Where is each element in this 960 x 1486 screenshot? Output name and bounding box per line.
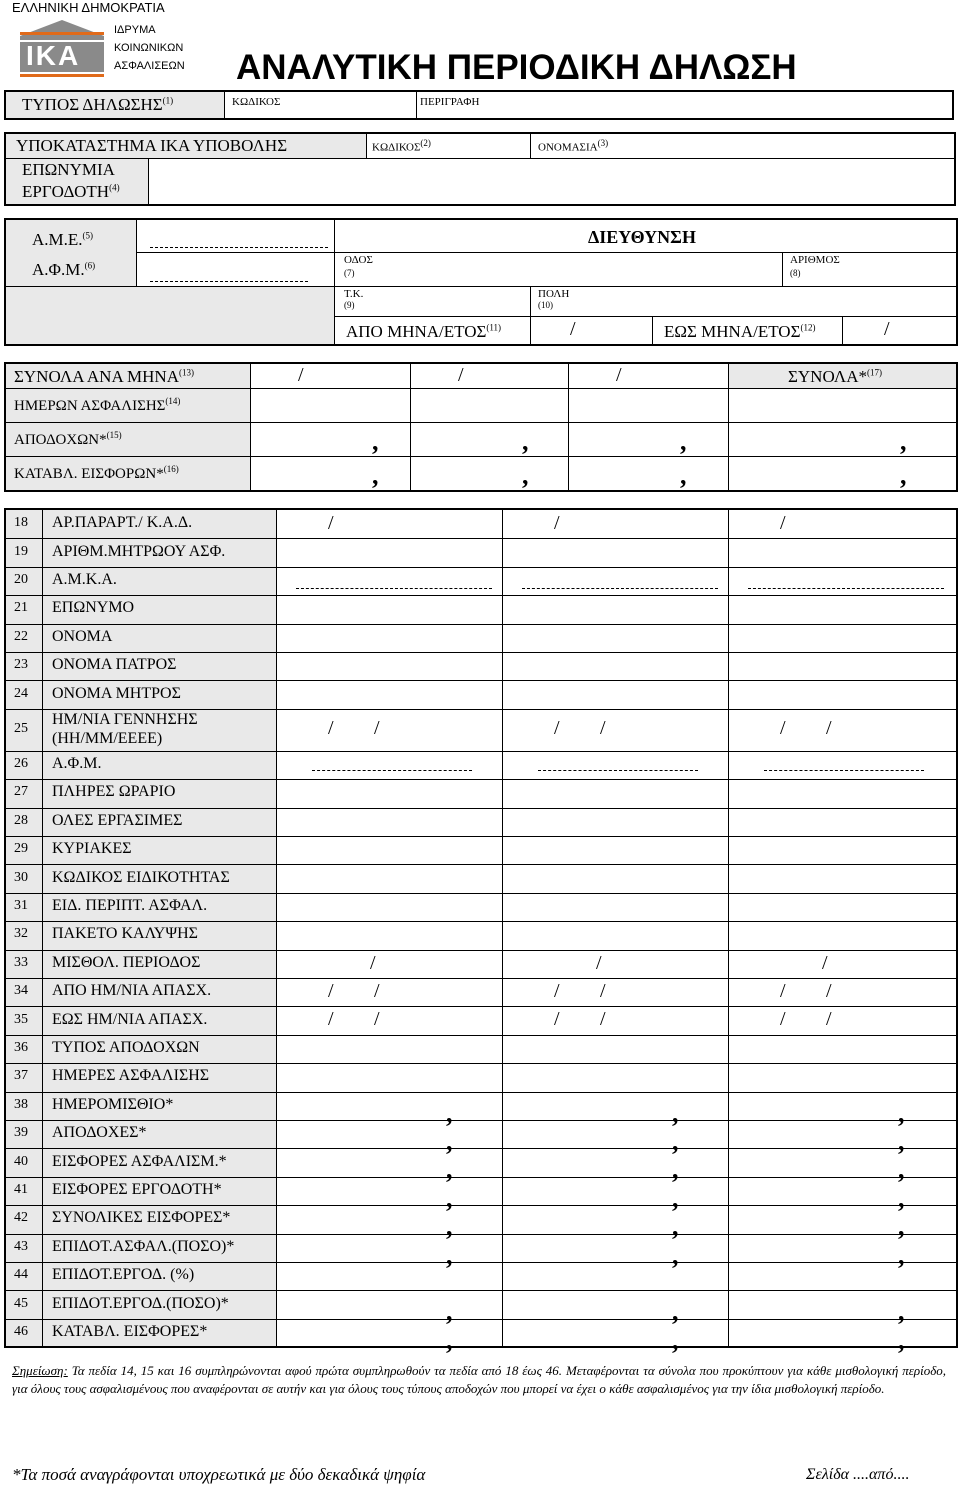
- row-number: 35: [14, 1011, 28, 1027]
- branch-code-slash[interactable]: /: [554, 512, 560, 534]
- pay-period-slash[interactable]: /: [822, 951, 828, 974]
- row-label: Α.Φ.Μ.: [52, 755, 102, 772]
- pay-period-slash[interactable]: /: [596, 951, 602, 974]
- logo-text: IKA: [26, 40, 81, 71]
- decimal-comma[interactable]: ,: [898, 1183, 905, 1213]
- row-number: 43: [14, 1238, 28, 1254]
- decimal-comma[interactable]: ,: [898, 1240, 905, 1270]
- divider: [276, 510, 277, 1346]
- divider: [728, 364, 729, 490]
- totals-sum-label: ΣΥΝΟΛΑ*$^{(17)}$: [788, 367, 883, 386]
- row-number: 36: [14, 1040, 28, 1055]
- divider: [136, 252, 334, 253]
- row-divider: [6, 751, 956, 752]
- ame-label: Α.Μ.Ε.$^{(5)}$: [32, 230, 94, 249]
- row-number: 38: [14, 1096, 28, 1112]
- row-number: 31: [14, 898, 28, 913]
- row-divider: [6, 950, 956, 951]
- declaration-type-label: ΤΥΠΟΣ ΔΗΛΩΣΗΣ$^{(1)}$: [22, 95, 174, 114]
- totals-month-label: ΣΥΝΟΛΑ ΑΝΑ ΜΗΝΑ$^{(13)}$: [14, 367, 194, 386]
- decimal-comma[interactable]: ,: [446, 1212, 453, 1242]
- birthdate-slash[interactable]: /: [328, 716, 334, 739]
- decimal-comma[interactable]: ,: [446, 1155, 453, 1185]
- earnings-decimal-1[interactable]: ,: [372, 427, 379, 456]
- declaration-description-label: ΠΕΡΙΓΡΑΦΗ: [420, 96, 480, 108]
- row-number: 30: [14, 869, 28, 885]
- decimal-comma[interactable]: ,: [446, 1297, 453, 1327]
- divider: [334, 220, 335, 344]
- row-divider: [6, 1177, 956, 1178]
- decimal-comma[interactable]: ,: [446, 1325, 453, 1355]
- row-label: ΠΑΚΕΤΟ ΚΑΛΥΨΗΣ: [52, 925, 198, 943]
- earnings-label: ΑΠΟΔΟΧΩΝ*$^{(15)}$: [14, 430, 122, 448]
- row-label: ΕΠΙΔΟΤ.ΕΡΓΟΔ. (%): [52, 1266, 195, 1284]
- row-divider: [6, 921, 956, 922]
- row-label: ΣΥΝΟΛΙΚΕΣ ΕΙΣΦΟΡΕΣ*: [52, 1209, 231, 1227]
- days-label: ΗΜΕΡΩΝ ΑΣΦΑΛΙΣΗΣ$^{(14)}$: [14, 396, 181, 414]
- employee-afm-input[interactable]: [538, 763, 698, 771]
- date-slash[interactable]: /: [328, 980, 334, 1002]
- row-number: 42: [14, 1210, 28, 1226]
- decimal-comma[interactable]: ,: [898, 1212, 905, 1242]
- decimal-comma[interactable]: ,: [446, 1127, 453, 1156]
- zip-ref: (9): [344, 300, 355, 310]
- amka-input[interactable]: [296, 581, 492, 589]
- row-divider: [6, 1262, 956, 1263]
- decimal-comma[interactable]: ,: [672, 1325, 679, 1355]
- page-counter: Σελίδα ....από....: [806, 1466, 910, 1483]
- to-period-label: ΕΩΣ ΜΗΝΑ/ΕΤΟΣ$^{(12)}$: [664, 322, 816, 341]
- branch-code-slash[interactable]: /: [780, 512, 786, 534]
- from-period-label: ΑΠΟ ΜΗΝΑ/ΕΤΟΣ$^{(11)}$: [346, 322, 502, 341]
- row-label: ΕΙΔ. ΠΕΡΙΠΤ. ΑΣΦΑΛ.: [52, 897, 208, 914]
- row-label: ΕΠΩΝΥΜΟ: [52, 599, 135, 617]
- decimal-comma[interactable]: ,: [672, 1183, 679, 1213]
- row-number: 25: [14, 720, 28, 736]
- row-divider: [6, 1006, 956, 1007]
- row-divider: [6, 680, 956, 681]
- row-label: ΕΩΣ ΗΜ/ΝΙΑ ΑΠΑΣΧ.: [52, 1010, 208, 1028]
- divider: [6, 286, 956, 287]
- row-label: ΗΜΕΡΟΜΙΣΘΙΟ*: [52, 1095, 174, 1113]
- date-slash[interactable]: /: [780, 980, 786, 1002]
- contrib-decimal-2[interactable]: ,: [522, 461, 529, 490]
- decimal-comma[interactable]: ,: [898, 1325, 905, 1355]
- divider: [148, 158, 149, 204]
- row-label: ΠΛΗΡΕΣ ΩΡΑΡΙΟ: [52, 783, 176, 801]
- org-line-1: ΙΔΡΥΜΑ: [114, 24, 156, 36]
- divider: [224, 92, 225, 118]
- decimal-comma[interactable]: ,: [898, 1155, 905, 1185]
- row-label: ΜΙΣΘΟΛ. ΠΕΡΙΟΔΟΣ: [52, 953, 201, 971]
- divider: [782, 252, 783, 286]
- row-number: 33: [14, 954, 28, 970]
- month-slash-2[interactable]: /: [458, 364, 464, 386]
- decimal-comma[interactable]: ,: [672, 1212, 679, 1242]
- earnings-decimal-3[interactable]: ,: [680, 427, 687, 456]
- decimal-comma[interactable]: ,: [672, 1098, 679, 1128]
- afm-label: Α.Φ.Μ.$^{(6)}$: [32, 260, 96, 279]
- divider: [136, 220, 137, 286]
- contrib-decimal-4[interactable]: ,: [900, 461, 907, 490]
- row-divider: [6, 624, 956, 625]
- birthdate-slash[interactable]: /: [600, 716, 606, 739]
- birthdate-slash[interactable]: /: [826, 716, 832, 739]
- blank-grey-area: [6, 286, 334, 344]
- row-label: ΕΠΙΔΟΤ.ΕΡΓΟΔ.(ΠΟΣΟ)*: [52, 1294, 229, 1312]
- to-period-slash[interactable]: /: [884, 318, 890, 340]
- decimal-comma[interactable]: ,: [446, 1240, 453, 1270]
- row-number: 39: [14, 1125, 28, 1141]
- branch-label: ΥΠΟΚΑΤΑΣΤΗΜΑ ΙΚΑ ΥΠΟΒΟΛΗΣ: [16, 136, 288, 155]
- date-slash[interactable]: /: [826, 1008, 832, 1031]
- row-divider: [6, 978, 956, 979]
- zip-label: Τ.Κ.: [344, 288, 364, 300]
- row-divider: [6, 1290, 956, 1291]
- date-slash[interactable]: /: [600, 1008, 606, 1031]
- ame-input[interactable]: [150, 240, 328, 248]
- row-label: ΗΜ/ΝΙΑ ΓΕΝΝΗΣΗΣ: [52, 710, 198, 728]
- org-line-2: ΚΟΙΝΩΝΙΚΩΝ: [114, 42, 184, 54]
- divider: [530, 286, 531, 316]
- row-number: 46: [14, 1324, 28, 1339]
- row-label: ΕΙΣΦΟΡΕΣ ΕΡΓΟΔΟΤΗ*: [52, 1181, 222, 1198]
- contributions-label: ΚΑΤΑΒΛ. ΕΙΣΦΟΡΩΝ*$^{(16)}$: [14, 464, 179, 482]
- birthdate-slash[interactable]: /: [374, 716, 380, 739]
- employer-name-label-2: ΕΡΓΟΔΟΤΗ$^{(4)}$: [22, 182, 120, 201]
- row-label-sub: (ΗΗ/ΜΜ/ΕΕΕΕ): [52, 729, 163, 747]
- row-label: Α.Μ.Κ.Α.: [52, 571, 117, 588]
- row-divider: [6, 1148, 956, 1149]
- row-divider: [6, 864, 956, 865]
- street-ref: (7): [344, 268, 355, 278]
- divider: [530, 134, 531, 158]
- divider: [502, 510, 503, 1346]
- divider: [728, 510, 729, 1346]
- row-number: 29: [14, 841, 28, 857]
- row-number: 22: [14, 628, 28, 644]
- city-label: ΠΟΛΗ: [538, 288, 570, 300]
- divider: [6, 388, 956, 389]
- row-label: ΟΛΕΣ ΕΡΓΑΣΙΜΕΣ: [52, 811, 183, 829]
- decimal-comma[interactable]: ,: [672, 1155, 679, 1185]
- row-divider: [6, 652, 956, 653]
- row-label: ΟΝΟΜΑ ΜΗΤΡΟΣ: [52, 684, 181, 702]
- divider: [652, 316, 653, 344]
- date-slash[interactable]: /: [554, 1008, 560, 1031]
- row-label: ΑΡ.ΠΑΡΑΡΤ./ Κ.Α.Δ.: [52, 514, 193, 532]
- decimals-footnote: *Τα ποσά αναγράφονται υποχρεωτικά με δύο δεκαδικά ψηφία: [12, 1465, 426, 1484]
- row-divider: [6, 1092, 956, 1093]
- row-number: 21: [14, 600, 28, 616]
- divider: [416, 92, 417, 118]
- row-divider: [6, 538, 956, 539]
- branch-code-label: ΚΩΔΙΚΟΣ$^{(2)}$: [372, 138, 431, 154]
- row-number: 32: [14, 926, 28, 942]
- row-number: 23: [14, 657, 28, 673]
- note-text: Τα πεδία 14, 15 και 16 συμπληρώνονται αφού πρώτα συμπληρωθούν τα πεδία από 18 έως 46. Μεταφέρονται τα σύνολα που προκύπτουν για κάθε μισθολογική περίοδο, για όλους τους ασφαλισμένους που αναφέρονται σε αυτήν και για όλους τους τύπους αποδοχών που μπορεί να έχει ο κάθε ασφαλισμένος για την ίδια μισθολογική περίοδο.: [12, 1363, 947, 1396]
- org-line-3: ΑΣΦΑΛΙΣΕΩΝ: [114, 60, 185, 72]
- row-label: ΗΜΕΡΕΣ ΑΣΦΑΛΙΣΗΣ: [52, 1067, 210, 1085]
- row-number: 45: [14, 1295, 28, 1311]
- row-number: 41: [14, 1182, 28, 1197]
- divider: [410, 364, 411, 490]
- row-number: 26: [14, 756, 28, 771]
- decimal-comma[interactable]: ,: [672, 1127, 679, 1156]
- contrib-decimal-1[interactable]: ,: [372, 461, 379, 490]
- amka-input[interactable]: [522, 581, 718, 589]
- row-number: 28: [14, 812, 28, 828]
- from-period-slash[interactable]: /: [570, 318, 576, 340]
- decimal-comma[interactable]: ,: [898, 1098, 905, 1128]
- note-title: Σημείωση:: [12, 1363, 68, 1378]
- row-number: 20: [14, 572, 28, 587]
- decimal-comma[interactable]: ,: [672, 1240, 679, 1270]
- row-label: ΟΝΟΜΑ: [52, 627, 113, 645]
- row-divider: [6, 1063, 956, 1064]
- row-number: 18: [14, 515, 28, 531]
- divider: [568, 364, 569, 490]
- employee-afm-input[interactable]: [312, 763, 472, 771]
- row-divider: [6, 1120, 956, 1121]
- contrib-decimal-3[interactable]: ,: [680, 461, 687, 490]
- ika-logo: [20, 18, 104, 78]
- row-divider: [6, 709, 956, 710]
- republic-label: ΕΛΛΗΝΙΚΗ ΔΗΜΟΚΡΑΤΙΑ: [12, 0, 165, 15]
- row-divider: [6, 1035, 956, 1036]
- employer-name-label-1: ΕΠΩΝΥΜΙΑ: [22, 160, 115, 179]
- row-number: 44: [14, 1267, 28, 1283]
- row-divider: [6, 567, 956, 568]
- row-divider: [6, 779, 956, 780]
- amka-input[interactable]: [748, 581, 944, 589]
- date-slash[interactable]: /: [826, 980, 832, 1002]
- divider: [334, 316, 956, 317]
- row-label: ΑΡΙΘΜ.ΜΗΤΡΩΟΥ ΑΣΦ.: [52, 542, 226, 560]
- row-label: ΟΝΟΜΑ ΠΑΤΡΟΣ: [52, 656, 177, 674]
- month-slash-3[interactable]: /: [616, 364, 622, 386]
- address-title: ΔΙΕΥΘΥΝΣΗ: [588, 227, 696, 247]
- row-label: ΤΥΠΟΣ ΑΠΟΔΟΧΩΝ: [52, 1039, 200, 1056]
- pay-period-slash[interactable]: /: [370, 951, 376, 974]
- row-label: ΕΙΣΦΟΡΕΣ ΑΣΦΑΛΙΣΜ.*: [52, 1152, 227, 1170]
- decimal-comma[interactable]: ,: [446, 1098, 453, 1128]
- note-paragraph: [12, 1362, 946, 1398]
- date-slash[interactable]: /: [374, 980, 380, 1002]
- month-slash-1[interactable]: /: [298, 364, 304, 386]
- row-divider: [6, 1234, 956, 1235]
- row-number: 34: [14, 983, 28, 999]
- date-slash[interactable]: /: [328, 1008, 334, 1031]
- birthdate-slash[interactable]: /: [554, 716, 560, 739]
- decimal-comma[interactable]: ,: [446, 1183, 453, 1213]
- row-divider: [6, 893, 956, 894]
- row-number: 24: [14, 685, 28, 701]
- date-slash[interactable]: /: [554, 980, 560, 1002]
- divider: [42, 510, 43, 1346]
- divider: [6, 422, 956, 423]
- divider: [530, 316, 531, 344]
- decimal-comma[interactable]: ,: [898, 1127, 905, 1156]
- number-label: ΑΡΙΘΜΟΣ: [790, 254, 840, 266]
- divider: [334, 252, 956, 253]
- divider: [250, 364, 251, 490]
- page-title: ΑΝΑΛΥΤΙΚΗ ΠΕΡΙΟΔΙΚΗ ΔΗΛΩΣΗ: [236, 48, 797, 87]
- date-slash[interactable]: /: [600, 980, 606, 1002]
- divider: [6, 456, 956, 457]
- decimal-comma[interactable]: ,: [898, 1297, 905, 1327]
- decimal-comma[interactable]: ,: [672, 1297, 679, 1327]
- row-label: ΕΠΙΔΟΤ.ΑΣΦΑΛ.(ΠΟΣΟ)*: [52, 1237, 235, 1255]
- row-number: 37: [14, 1068, 28, 1084]
- row-number: 27: [14, 784, 28, 800]
- row-label: ΑΠΟ ΗΜ/ΝΙΑ ΑΠΑΣΧ.: [52, 982, 212, 1000]
- street-label: ΟΔΟΣ: [344, 254, 373, 266]
- declaration-code-label: ΚΩΔΙΚΟΣ: [232, 96, 281, 108]
- divider: [366, 134, 367, 158]
- row-number: 40: [14, 1153, 28, 1169]
- row-divider: [6, 1319, 956, 1320]
- row-label: ΚΩΔΙΚΟΣ ΕΙΔΙΚΟΤΗΤΑΣ: [52, 868, 230, 886]
- date-slash[interactable]: /: [374, 1008, 380, 1031]
- birthdate-slash[interactable]: /: [780, 716, 786, 739]
- number-ref: (8): [790, 268, 801, 278]
- employee-afm-input[interactable]: [764, 763, 924, 771]
- row-label: ΚΑΤΑΒΛ. ΕΙΣΦΟΡΕΣ*: [52, 1323, 208, 1340]
- earnings-decimal-2[interactable]: ,: [522, 427, 529, 456]
- row-number: 19: [14, 543, 28, 559]
- row-divider: [6, 808, 956, 809]
- row-label: ΑΠΟΔΟΧΕΣ*: [52, 1124, 147, 1142]
- row-divider: [6, 836, 956, 837]
- row-label: ΚΥΡΙΑΚΕΣ: [52, 840, 132, 858]
- city-ref: (10): [538, 300, 553, 310]
- employer-afm-input[interactable]: [150, 274, 308, 282]
- branch-code-slash[interactable]: /: [328, 512, 334, 534]
- earnings-decimal-4[interactable]: ,: [900, 427, 907, 456]
- divider: [842, 316, 843, 344]
- row-divider: [6, 595, 956, 596]
- row-divider: [6, 1205, 956, 1206]
- branch-name-label: ΟΝΟΜΑΣΙΑ$^{(3)}$: [538, 138, 609, 154]
- date-slash[interactable]: /: [780, 1008, 786, 1031]
